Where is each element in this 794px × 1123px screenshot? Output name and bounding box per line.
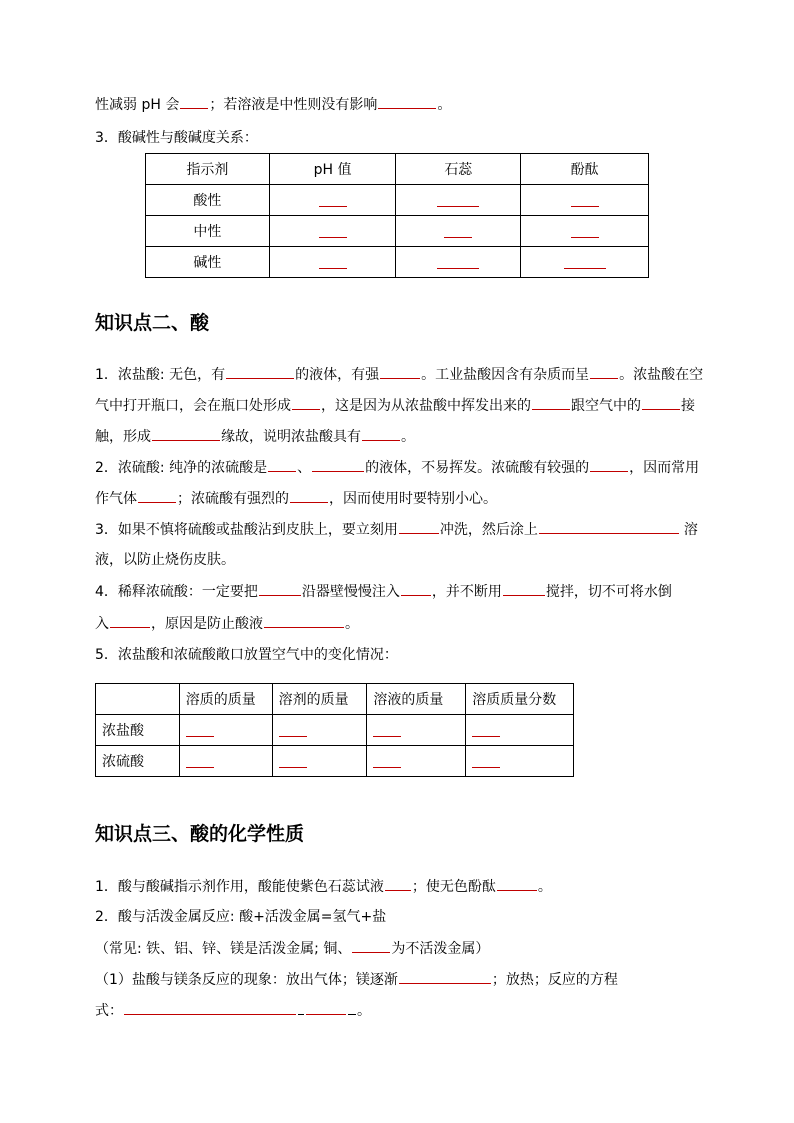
section-title: 知识点三、酸的化学性质 <box>95 823 305 845</box>
answer-cell[interactable] <box>269 185 396 216</box>
answer-blank[interactable] <box>642 395 680 410</box>
text-line: 气中打开瓶口，会在瓶口处形成 ，这是因为从浓盐酸中挥发出来的 跟空气中的 接 <box>95 395 695 416</box>
row-label: 浓盐酸 <box>96 715 180 746</box>
answer-blank[interactable] <box>110 613 150 628</box>
item3-title: 3．酸碱性与酸碱度关系： <box>95 130 258 146</box>
header-solution-mass: 溶液的质量 <box>367 684 466 715</box>
answer-blank[interactable] <box>399 519 439 534</box>
header-litmus: 石蕊 <box>396 154 521 185</box>
text-line: （1）盐酸与镁条反应的现象：放出气体；镁逐渐 ；放热；反应的方程 <box>95 969 618 990</box>
answer-cell[interactable] <box>521 216 649 247</box>
answer-blank[interactable] <box>362 426 400 441</box>
table-row <box>146 185 649 216</box>
answer-blank[interactable] <box>152 426 220 441</box>
answer-cell[interactable] <box>396 185 521 216</box>
answer-blank[interactable] <box>378 94 436 109</box>
text-line: （常见: 铁、铝、锌、镁是活泼金属; 铜、 为不活泼金属） <box>95 938 489 959</box>
header-mass-fraction: 溶质质量分数 <box>466 684 574 715</box>
answer-blank[interactable] <box>180 94 208 109</box>
answer-blank[interactable] <box>352 938 390 953</box>
answer-blank[interactable] <box>590 364 618 379</box>
table-row <box>96 746 574 777</box>
header-solute-mass: 溶质的质量 <box>179 684 272 715</box>
answer-blank[interactable] <box>306 1000 346 1015</box>
header-solvent-mass: 溶剂的质量 <box>272 684 367 715</box>
answer-cell[interactable] <box>269 247 396 278</box>
answer-blank[interactable] <box>264 613 344 628</box>
answer-blank[interactable] <box>259 581 301 596</box>
answer-cell[interactable] <box>521 185 649 216</box>
text-line: 4．稀释浓硫酸：一定要把 沿器壁慢慢注入 ，并不断用 搅拌，切不可将水倒 <box>95 581 672 602</box>
answer-blank[interactable] <box>385 876 411 891</box>
answer-cell[interactable] <box>179 746 272 777</box>
table-header-row <box>96 684 574 715</box>
concentrated-acid-table <box>95 683 574 777</box>
text-line: 入 ，原因是防止酸液 。 <box>95 613 359 634</box>
table-row <box>146 216 649 247</box>
answer-blank[interactable] <box>503 581 545 596</box>
answer-blank[interactable] <box>298 1000 304 1015</box>
section-title: 知识点二、酸 <box>95 312 210 334</box>
answer-cell[interactable] <box>367 746 466 777</box>
answer-blank[interactable] <box>539 519 679 534</box>
header-empty <box>96 684 180 715</box>
text-line: 1．浓盐酸: 无色，有 的液体，有强 。工业盐酸因含有杂质而呈 。浓盐酸在空 <box>95 364 703 385</box>
text-line: 液，以防止烧伤皮肤。 <box>95 552 235 568</box>
header-phenolphthalein: 酚酞 <box>521 154 649 185</box>
answer-blank[interactable] <box>380 364 420 379</box>
header-indicator: 指示剂 <box>146 154 270 185</box>
answer-cell[interactable] <box>269 216 396 247</box>
text-line: 作气体 ；浓硫酸有强烈的 ，因而使用时要特别小心。 <box>95 488 497 509</box>
text-line: 触，形成 缘故，说明浓盐酸具有 。 <box>95 426 415 447</box>
answer-blank[interactable] <box>312 457 364 472</box>
answer-cell[interactable] <box>179 715 272 746</box>
answer-blank[interactable] <box>348 1000 356 1015</box>
row-label: 中性 <box>146 216 270 247</box>
answer-blank[interactable] <box>401 581 431 596</box>
top-line: 性减弱 pH 会 ；若溶液是中性则没有影响 。 <box>95 94 451 115</box>
table-row <box>96 715 574 746</box>
answer-blank[interactable] <box>590 457 628 472</box>
answer-blank[interactable] <box>268 457 296 472</box>
text-line: 2．酸与活泼金属反应: 酸+活泼金属=氢气+盐 <box>95 909 387 925</box>
row-label: 酸性 <box>146 185 270 216</box>
answer-blank[interactable] <box>399 969 491 984</box>
answer-blank[interactable] <box>290 488 328 503</box>
table-header-row <box>146 154 649 185</box>
answer-blank[interactable] <box>292 395 320 410</box>
answer-cell[interactable] <box>466 746 574 777</box>
row-label: 碱性 <box>146 247 270 278</box>
answer-blank[interactable] <box>226 364 294 379</box>
answer-blank[interactable] <box>124 1000 296 1015</box>
answer-cell[interactable] <box>272 715 367 746</box>
answer-cell[interactable] <box>466 715 574 746</box>
acidity-table <box>145 153 649 278</box>
answer-cell[interactable] <box>396 216 521 247</box>
answer-cell[interactable] <box>396 247 521 278</box>
header-ph: pH 值 <box>269 154 396 185</box>
answer-cell[interactable] <box>272 746 367 777</box>
text-line: 5．浓盐酸和浓硫酸敞口放置空气中的变化情况： <box>95 647 398 663</box>
text-line: 式： 。 <box>95 1000 371 1021</box>
table-row <box>146 247 649 278</box>
row-label: 浓硫酸 <box>96 746 180 777</box>
answer-blank[interactable] <box>138 488 176 503</box>
text-line: 1．酸与酸碱指示剂作用，酸能使紫色石蕊试液 ；使无色酚酞 。 <box>95 876 552 897</box>
answer-cell[interactable] <box>521 247 649 278</box>
text-line: 2．浓硫酸: 纯净的浓硫酸是 、 的液体，不易挥发。浓硫酸有较强的 ，因而常用 <box>95 457 699 478</box>
answer-cell[interactable] <box>367 715 466 746</box>
text-line: 3．如果不慎将硫酸或盐酸沾到皮肤上，要立刻用 冲洗，然后涂上 溶 <box>95 519 698 540</box>
answer-blank[interactable] <box>497 876 537 891</box>
answer-blank[interactable] <box>532 395 570 410</box>
